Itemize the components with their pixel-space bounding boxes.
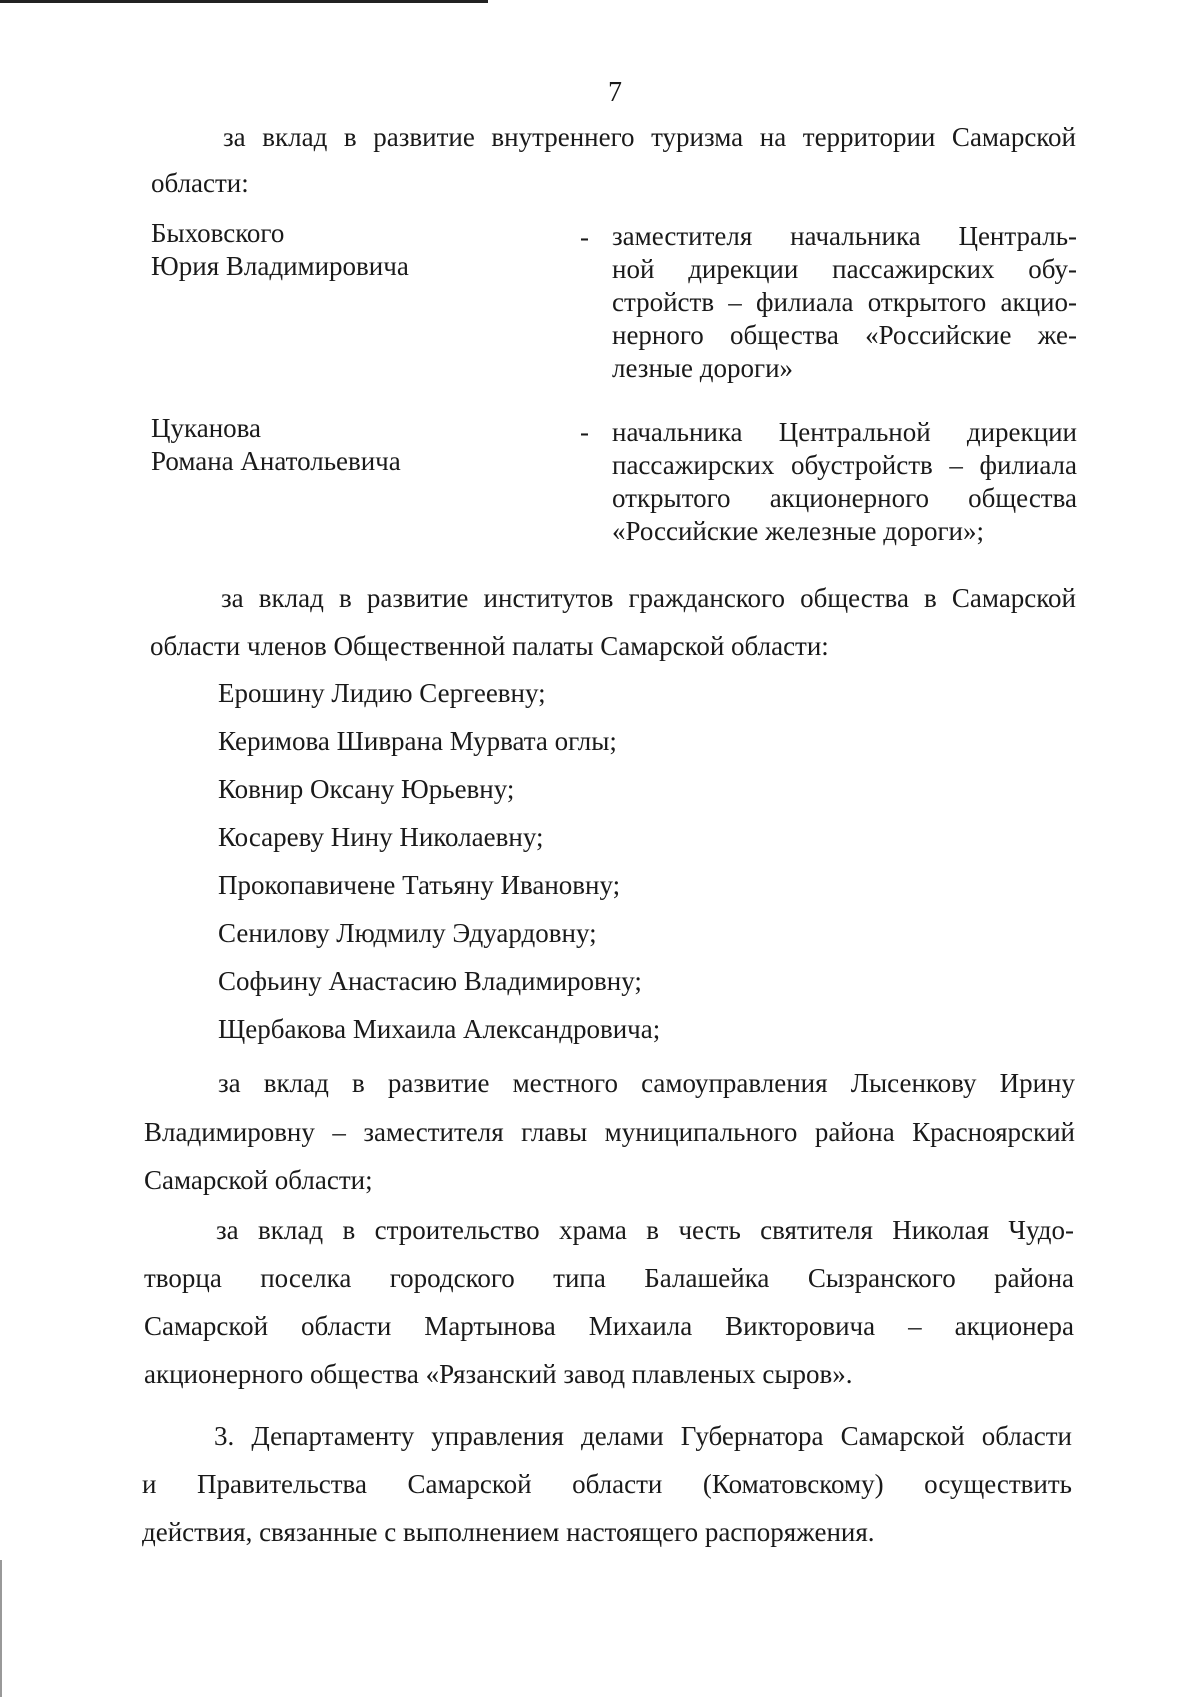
awardee-1-position-line-2: ной дирекции пассажирских обу- [612, 254, 1077, 284]
awardee-1-position-line-4: нерного общества «Российские же- [612, 320, 1077, 350]
civil-member-6: Сенилову Людмилу Эдуардовну; [218, 918, 597, 948]
awardee-1-dash: - [580, 222, 589, 252]
item-3-line-1: 3. Департаменту управления делами Губернатора Самарской области [214, 1421, 1072, 1451]
civil-member-5: Прокопавичене Татьяну Ивановну; [218, 870, 621, 900]
awardee-2-surname: Цуканова [151, 413, 262, 443]
civil-member-1: Ерошину Лидию Сергеевну; [218, 678, 546, 708]
civil-member-3: Ковнир Оксану Юрьевну; [218, 774, 515, 804]
awardee-1-given-names: Юрия Владимировича [151, 251, 409, 281]
civil-intro-line-2: области членов Общественной палаты Самарской области: [150, 631, 829, 661]
item-3-line-2: и Правительства Самарской области (Коматовскому) осуществить [142, 1469, 1072, 1499]
temple-line-1: за вклад в строительство храма в честь святителя Николая Чудо- [216, 1215, 1074, 1245]
local-line-2: Владимировну – заместителя главы муниципального района Красноярский [144, 1117, 1075, 1147]
page-number: 7 [608, 77, 622, 108]
awardee-2-given-names: Романа Анатольевича [151, 446, 401, 476]
awardee-2-position-line-1: начальника Центральной дирекции [612, 417, 1077, 447]
temple-line-3: Самарской области Мартынова Михаила Викторовича – акционера [144, 1311, 1074, 1341]
item-3-line-3: действия, связанные с выполнением настоящего распоряжения. [142, 1517, 875, 1547]
scan-artifact-left-edge [0, 1560, 2, 1697]
awardee-1-surname: Быховского [151, 218, 285, 248]
awardee-2-position-line-2: пассажирских обустройств – филиала [612, 450, 1077, 480]
local-line-3: Самарской области; [144, 1165, 373, 1195]
tourism-intro-line-1: за вклад в развитие внутреннего туризма на территории Самарской [223, 122, 1076, 152]
temple-line-2: творца поселка городского типа Балашейка Сызранского района [144, 1263, 1074, 1293]
awardee-2-dash: - [580, 417, 589, 447]
civil-member-4: Косареву Нину Николаевну; [218, 822, 544, 852]
awardee-2-position-line-4: «Российские железные дороги»; [612, 516, 984, 546]
civil-member-2: Керимова Шиврана Мурвата оглы; [218, 726, 617, 756]
tourism-intro-line-2: области: [151, 168, 249, 198]
awardee-1-position-line-3: стройств – филиала открытого акцио- [612, 287, 1077, 317]
awardee-1-position-line-5: лезные дороги» [612, 353, 794, 383]
local-line-1: за вклад в развитие местного самоуправления Лысенкову Ирину [218, 1068, 1075, 1098]
civil-member-8: Щербакова Михаила Александровича; [218, 1014, 661, 1044]
civil-intro-line-1: за вклад в развитие институтов гражданского общества в Самарской [221, 583, 1076, 613]
awardee-1-position-line-1: заместителя начальника Централь- [612, 221, 1077, 251]
civil-member-7: Софьину Анастасию Владимировну; [218, 966, 642, 996]
temple-line-4: акционерного общества «Рязанский завод плавленых сыров». [144, 1359, 853, 1389]
scan-artifact-top-line [0, 0, 488, 3]
awardee-2-position-line-3: открытого акционерного общества [612, 483, 1077, 513]
